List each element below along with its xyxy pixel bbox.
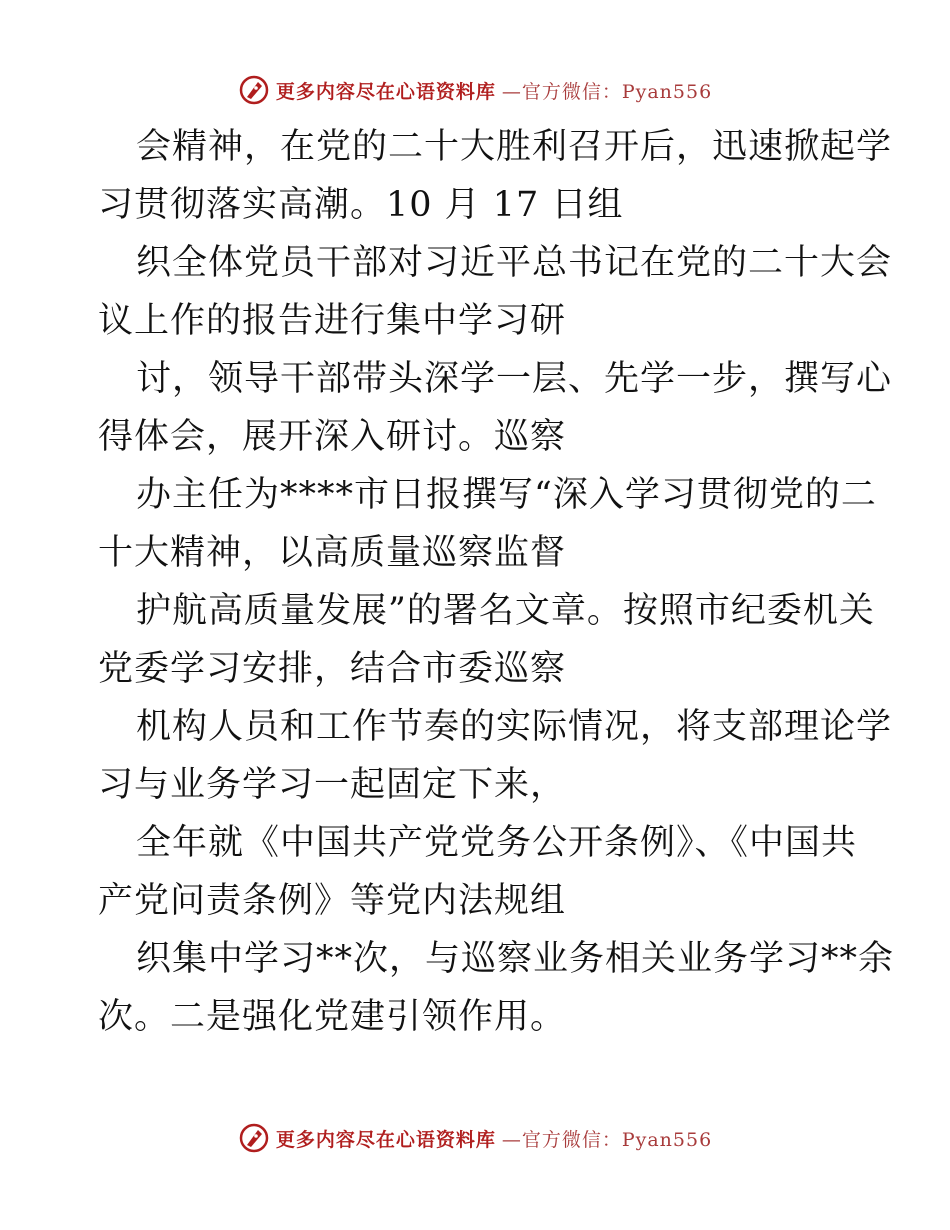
paragraph-8: [98, 930, 895, 1046]
body-line: 得体会，展开深入研讨。巡察: [98, 417, 567, 457]
body-line: 产党问责条例》等党内法规组: [98, 881, 567, 921]
paragraph-6: [98, 698, 893, 814]
paragraph-1: [98, 118, 893, 234]
body-line: 办主任为****市日报撰写“深入学习贯彻党的二: [136, 475, 877, 515]
paragraph-2: [98, 234, 893, 350]
paragraph-7: [98, 814, 858, 930]
body-line: 织集中学习**次，与巡察业务相关业务学习**余: [136, 939, 895, 979]
body-line: 会精神，在党的二十大胜利召开后，迅速掀起学: [136, 127, 893, 167]
body-line: 护航高质量发展”的署名文章。按照市纪委机关: [136, 591, 875, 631]
header-brand-text: 更多内容尽在心语资料库: [275, 80, 496, 103]
body-line: 全年就《中国共产党党务公开条例》、《中国共: [136, 823, 858, 863]
document-body: [98, 118, 895, 1046]
header-contact-text: —官方微信：Pyan556: [501, 80, 713, 103]
body-line: 党委学习安排，结合市委巡察: [98, 649, 567, 689]
body-line: 议上作的报告进行集中学习研: [98, 301, 567, 341]
footer-banner: [0, 1118, 950, 1158]
header-banner: [0, 70, 950, 110]
pen-nib-logo-icon: [238, 74, 270, 106]
body-line: 习贯彻落实高潮。10 月 17 日组: [98, 185, 624, 225]
body-line: 十大精神，以高质量巡察监督: [98, 533, 567, 573]
body-line: 次。二是强化党建引领作用。: [98, 997, 567, 1037]
footer-contact-text: —官方微信：Pyan556: [501, 1128, 713, 1151]
body-line: 习与业务学习一起固定下来，: [98, 765, 567, 805]
paragraph-5: [98, 582, 875, 698]
paragraph-4: [98, 466, 877, 582]
body-line: 织全体党员干部对习近平总书记在党的二十大会: [136, 243, 893, 283]
footer-brand-text: 更多内容尽在心语资料库: [275, 1128, 496, 1151]
body-line: 讨，领导干部带头深学一层、先学一步，撰写心: [136, 359, 893, 399]
pen-nib-logo-icon: [238, 1122, 270, 1154]
body-line: 机构人员和工作节奏的实际情况，将支部理论学: [136, 707, 893, 747]
paragraph-3: [98, 350, 893, 466]
